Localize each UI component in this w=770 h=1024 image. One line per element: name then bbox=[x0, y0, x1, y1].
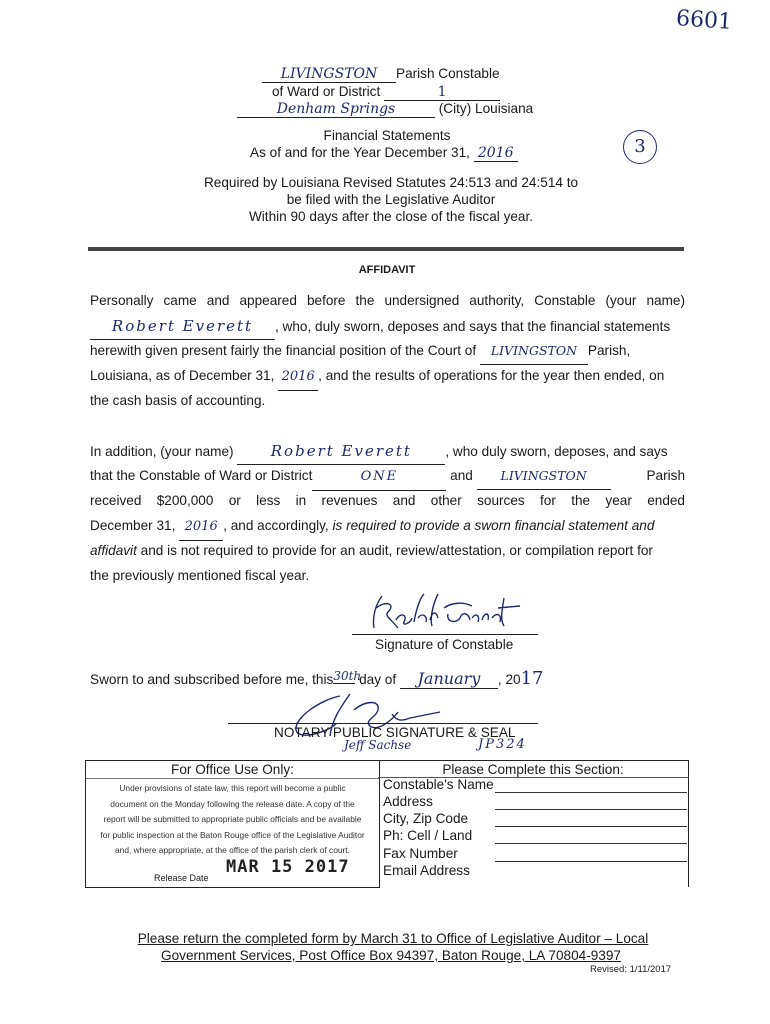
header-divider bbox=[88, 247, 684, 251]
affidavit-p1-line3 bbox=[90, 339, 685, 365]
city-value-field: Denham Springs bbox=[237, 101, 435, 118]
revised-date: Revised: 1/11/2017 bbox=[590, 964, 672, 975]
p1-name-field: Robert Everett bbox=[90, 314, 275, 340]
p1-line3-end: Parish, bbox=[587, 343, 631, 358]
office-use-rule bbox=[86, 778, 379, 779]
header-year-line bbox=[250, 145, 518, 162]
affidavit-p1-line1 bbox=[90, 289, 685, 314]
p2-parish-field: LIVINGSTON bbox=[477, 464, 611, 490]
fax-field[interactable] bbox=[495, 861, 687, 862]
parish-name-field: LIVINGSTON bbox=[262, 66, 396, 83]
city-zip-field[interactable] bbox=[495, 826, 687, 827]
p2-line2-end: Parish bbox=[646, 468, 685, 483]
constables-name-label: Constable's Name bbox=[383, 777, 494, 792]
p2-line6-text: the previously mentioned fiscal year. bbox=[90, 568, 310, 583]
header-line-ward bbox=[272, 84, 500, 101]
p2-line4-mid: , and accordingly, bbox=[223, 518, 329, 533]
sworn-day-field: 30th bbox=[333, 669, 362, 683]
header-line-city bbox=[237, 101, 533, 118]
ward-label: of Ward or District bbox=[272, 84, 381, 99]
p1-line2-text: , who, duly sworn, deposes and says that the financial statements bbox=[275, 319, 671, 334]
p1-line5-text: the cash basis of accounting. bbox=[90, 393, 266, 408]
office-notice-line: and, where appropriate, at the office of the parish clerk of court. bbox=[115, 845, 350, 855]
affidavit-heading: AFFIDAVIT bbox=[358, 264, 416, 276]
p1-line3-start: herewith given present fairly the financial position of the Court of bbox=[90, 343, 477, 358]
office-notice-line: Under provisions of state law, this report will become a public bbox=[119, 783, 346, 793]
p2-line2-start: that the Constable of Ward or District bbox=[90, 468, 313, 483]
affidavit-p1-line5 bbox=[90, 389, 685, 414]
p2-start: In addition, (your name) bbox=[90, 444, 234, 459]
affidavit-p1-line2 bbox=[90, 314, 685, 340]
affidavit-p2-line2 bbox=[90, 464, 685, 491]
required-line-3: Within 90 days after the close of the fiscal year. bbox=[248, 209, 534, 224]
office-notice-line: for public inspection at the Baton Rouge office of the Legislative Auditor bbox=[100, 829, 365, 840]
corner-number: 6601 bbox=[675, 6, 733, 35]
p1-parish-field: LIVINGSTON bbox=[480, 339, 588, 365]
p2-name-field: Robert Everett bbox=[237, 439, 445, 465]
notary-printed-name: Jeff Sachse bbox=[344, 738, 412, 752]
city-zip-label: City, Zip Code bbox=[383, 811, 469, 826]
release-date-label: Release Date bbox=[154, 873, 209, 883]
phone-field[interactable] bbox=[495, 843, 687, 844]
p2-line4-italic: is required to provide a sworn financial statement and bbox=[332, 518, 655, 533]
p2-line3-text: received $200,000 or less in revenues and other sources for the year ended bbox=[90, 493, 685, 508]
header-line-parish bbox=[262, 66, 500, 83]
email-label: Email Address bbox=[383, 863, 470, 878]
p2-and: and bbox=[450, 468, 473, 483]
complete-section-heading: Please Complete this Section: bbox=[442, 762, 624, 777]
address-field[interactable] bbox=[495, 809, 687, 810]
office-use-notice bbox=[86, 781, 379, 859]
parish-constable-label: Parish Constable bbox=[396, 66, 500, 81]
sworn-day-of: day of bbox=[359, 672, 397, 687]
required-line-1: Required by Louisiana Revised Statutes 24:513 and 24:514 to bbox=[203, 175, 579, 190]
constable-signature bbox=[352, 590, 538, 634]
city-label: (City) Louisiana bbox=[438, 101, 534, 116]
office-notice-line: document on the Monday following the release date. A copy of the bbox=[110, 798, 355, 809]
year-label: As of and for the Year December 31, bbox=[250, 145, 470, 160]
constable-signature-drawing bbox=[352, 590, 538, 634]
sworn-start: Sworn to and subscribed before me, this bbox=[90, 672, 334, 687]
p1-line4-end: , and the results of operations for the year then ended, on bbox=[318, 368, 665, 383]
affidavit-p2-line5 bbox=[90, 539, 685, 564]
office-notice-line: report will be submitted to appropriate public officials and be available bbox=[103, 814, 362, 824]
affidavit-p1-line4 bbox=[90, 364, 685, 391]
address-label: Address bbox=[383, 794, 433, 809]
office-use-heading: For Office Use Only: bbox=[171, 762, 294, 777]
notary-label: NOTARY PUBLIC SIGNATURE & SEAL bbox=[274, 725, 516, 740]
constables-name-field[interactable] bbox=[495, 792, 687, 793]
fax-label: Fax Number bbox=[383, 846, 458, 861]
required-line-2: be filed with the Legislative Auditor bbox=[286, 192, 496, 207]
notary-id: JP324 bbox=[478, 737, 527, 752]
signature-label: Signature of Constable bbox=[375, 637, 514, 652]
signature-line bbox=[352, 634, 538, 635]
notary-line bbox=[228, 723, 538, 724]
header-title: Financial Statements bbox=[323, 128, 451, 143]
release-date-stamp: MAR 15 2017 bbox=[226, 857, 350, 877]
office-use-box bbox=[85, 760, 380, 888]
sworn-line bbox=[90, 668, 544, 689]
ward-value-field: 1 bbox=[384, 84, 500, 101]
affidavit-p2-line1 bbox=[90, 439, 685, 465]
p2-line5-italic: affidavit bbox=[90, 543, 137, 558]
p1-year-field: 2016 bbox=[278, 365, 318, 391]
sworn-month-field: January bbox=[400, 669, 498, 689]
p2-district-field: ONE bbox=[312, 465, 446, 491]
p1-line4-start: Louisiana, as of December 31, bbox=[90, 368, 275, 383]
p1-line1-text: Personally came and appeared before the undersigned authority, Constable (your name) bbox=[90, 293, 685, 308]
year-value-field: 2016 bbox=[474, 145, 518, 162]
sworn-year-prefix: , 20 bbox=[497, 672, 521, 687]
p2-line1-end: , who duly sworn, deposes, and says bbox=[445, 444, 668, 459]
circled-number-text: 3 bbox=[634, 136, 646, 157]
p2-year-field: 2016 bbox=[179, 515, 223, 541]
p2-line5-rest: and is not required to provide for an audit, review/attestation, or compilation report for bbox=[140, 543, 653, 558]
affidavit-p2-line3 bbox=[90, 489, 685, 514]
footer-line-1: Please return the completed form by March 31 to Office of Legislative Auditor – Local bbox=[137, 931, 649, 946]
affidavit-p2-line6 bbox=[90, 564, 685, 589]
affidavit-p2-line4 bbox=[90, 514, 685, 541]
p2-line4-start: December 31, bbox=[90, 518, 176, 533]
sworn-year-suffix: 17 bbox=[520, 668, 544, 689]
footer-line-2: Government Services, Post Office Box 94397, Baton Rouge, LA 70804-9397 bbox=[161, 948, 621, 963]
phone-label: Ph: Cell / Land bbox=[383, 828, 473, 843]
